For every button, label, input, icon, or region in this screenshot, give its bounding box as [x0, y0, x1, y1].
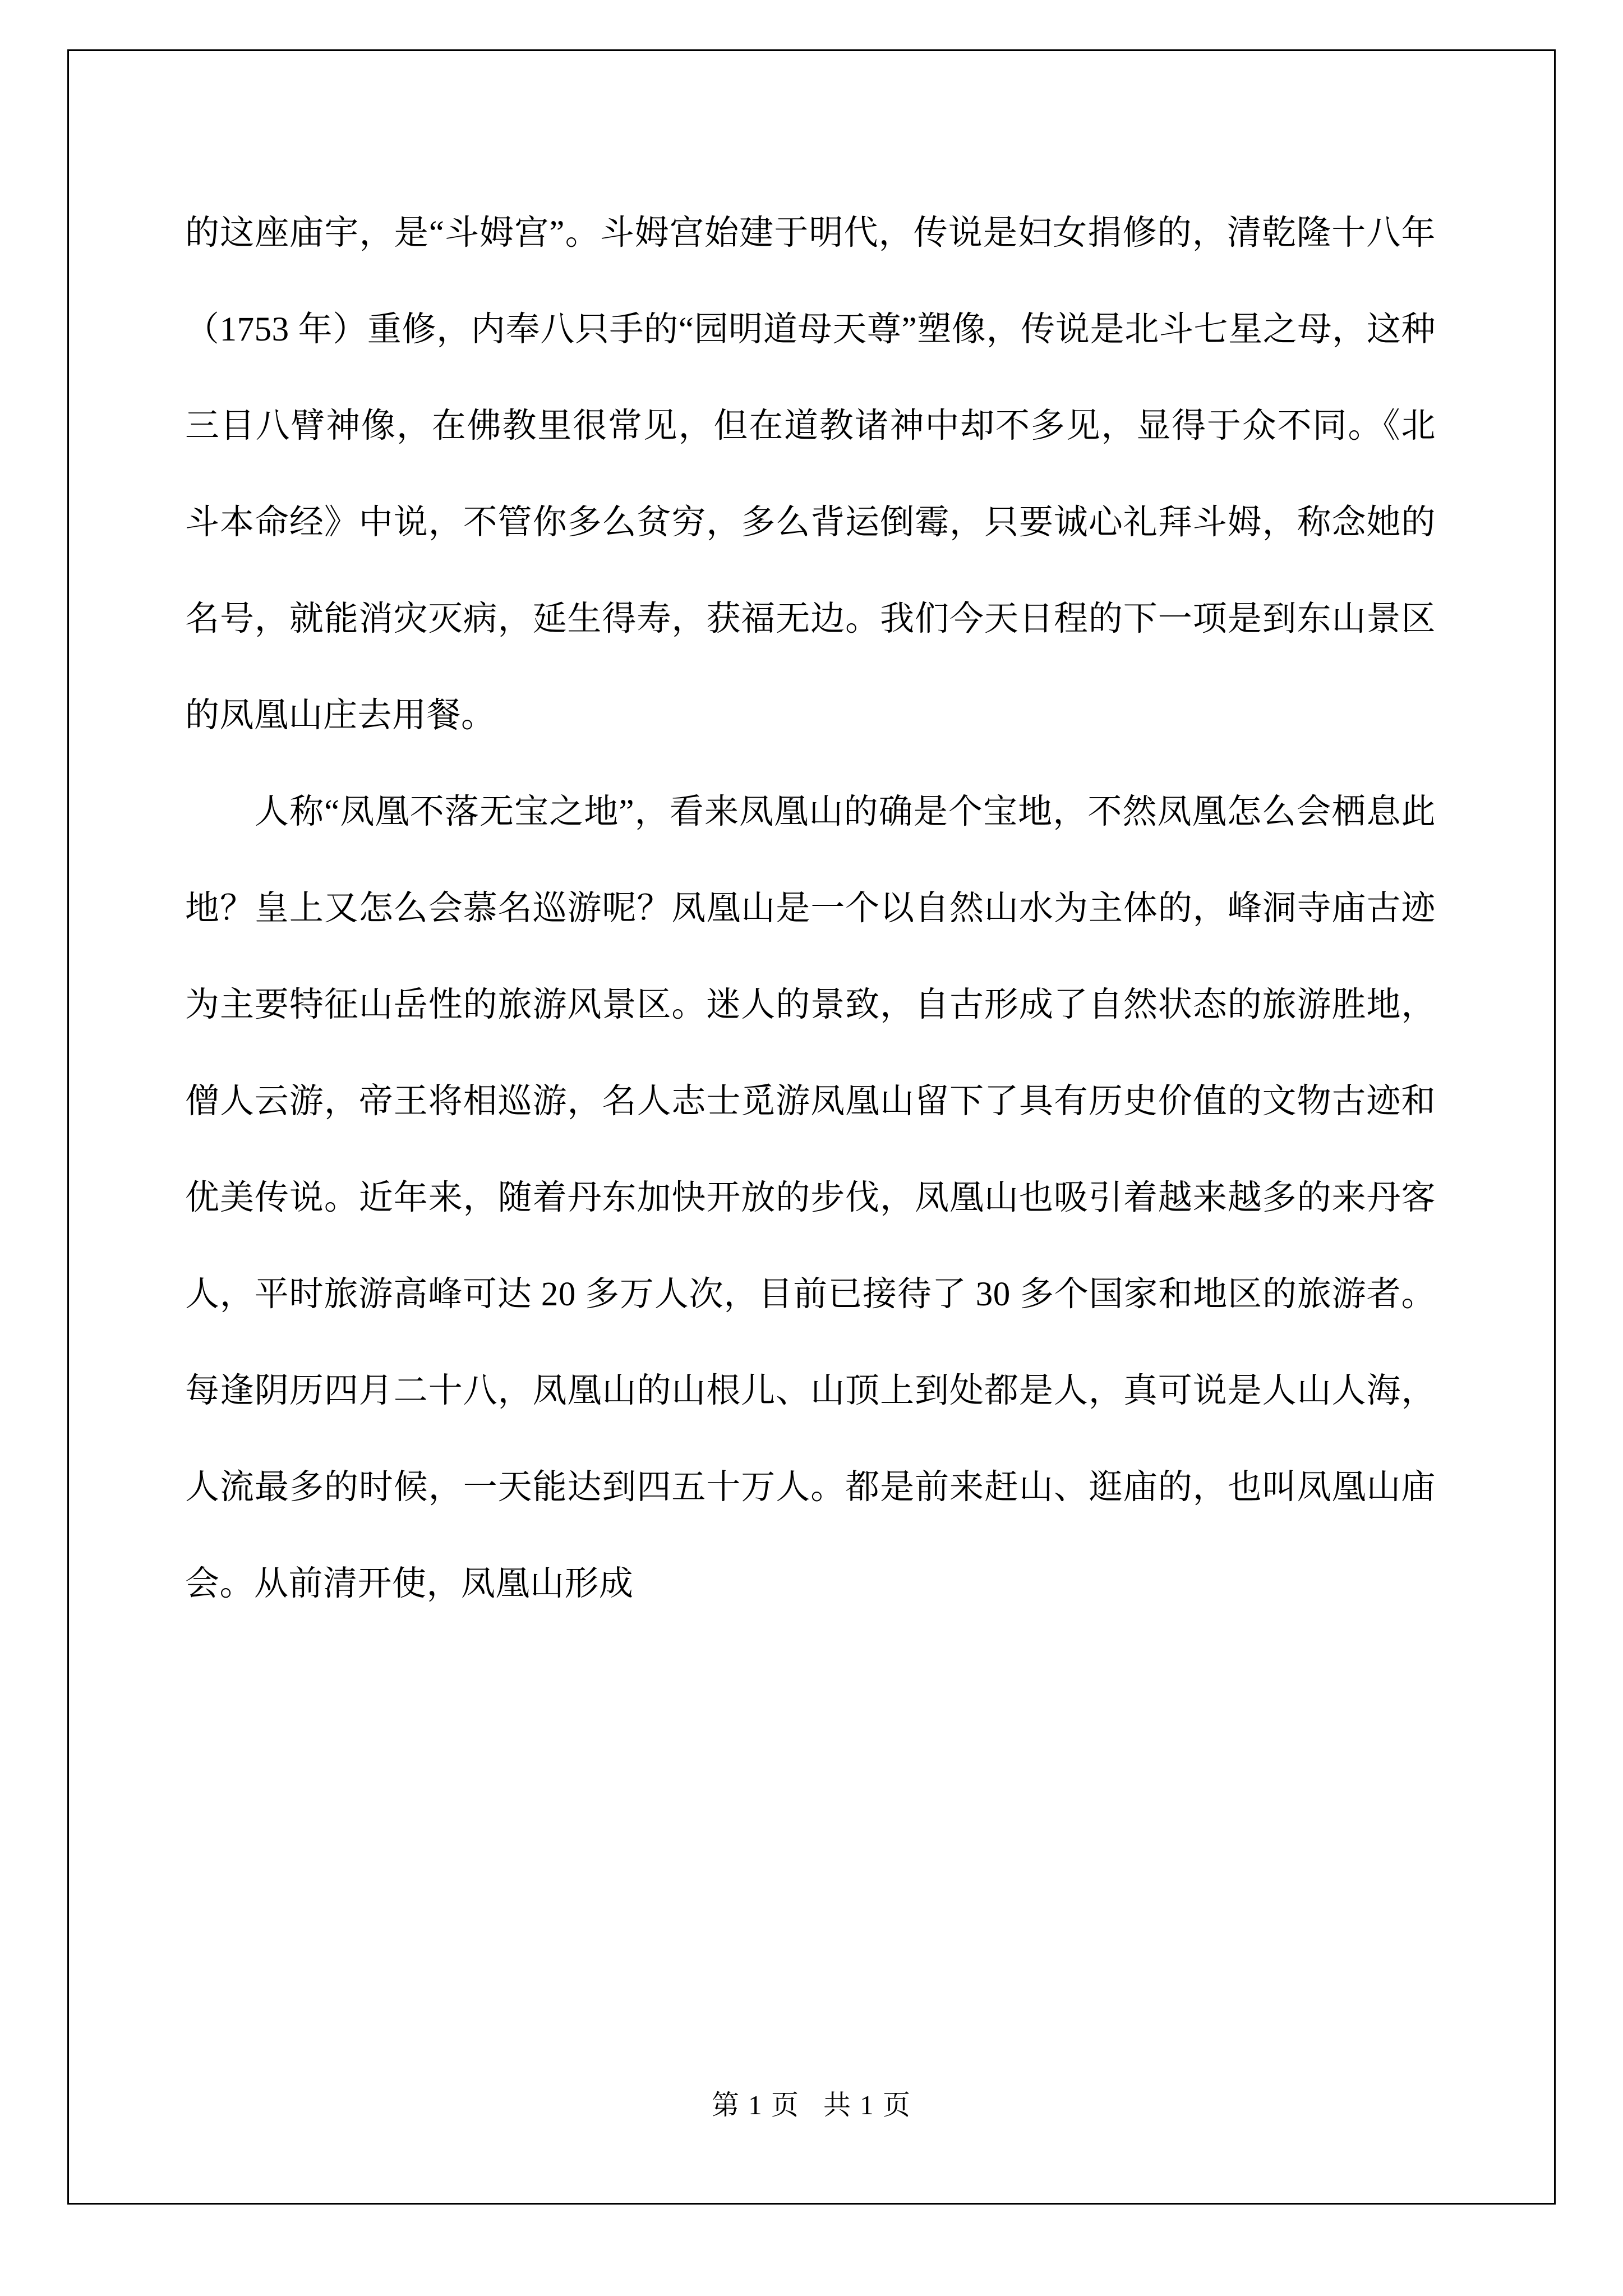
- paragraph-1: 的这座庙宇，是“斗姆宫”。斗姆宫始建于明代，传说是妇女捐修的，清乾隆十八年（1753 年）重修，内奉八只手的“园明道母天尊”塑像，传说是北斗七星之母，这种三目八臂神像，在佛教里很常见，但在道教诸神中却不多见，显得于众不同。《北斗本命经》中说，不管你多么贫穷，多么背运倒霉，只要诚心礼拜斗姆，称念她的名号，就能消灾灭病，延生得寿，获福无边。我们今天日程的下一项是到东山景区的凤凰山庄去用餐。: [185, 214, 1436, 734]
- footer-total-pages: 共 1 页: [823, 2090, 912, 2120]
- footer-page-number: 第 1 页: [711, 2090, 800, 2120]
- document-body: [185, 185, 1436, 1632]
- page-footer: [0, 2083, 1623, 2123]
- paragraph-2: 人称“凤凰不落无宝之地”，看来凤凰山的确是个宝地，不然凤凰怎么会栖息此地？皇上又怎么会慕名巡游呢？凤凰山是一个以自然山水为主体的，峰洞寺庙古迹为主要特征山岳性的旅游风景区。迷人的景致，自古形成了自然状态的旅游胜地，僧人云游，帝王将相巡游，名人志士觅游凤凰山留下了具有历史价值的文物古迹和优美传说。近年来，随着丹东加快开放的步伐，凤凰山也吸引着越来越多的来丹客人，平时旅游高峰可达 20 多万人次，目前已接待了 30 多个国家和地区的旅游者。每逢阴历四月二十八，凤凰山的山根儿、山顶上到处都是人，真可说是人山人海，人流最多的时候，一天能达到四五十万人。都是前来赶山、逛庙的，也叫凤凰山庙会。从前清开使，凤凰山形成: [185, 793, 1436, 1603]
